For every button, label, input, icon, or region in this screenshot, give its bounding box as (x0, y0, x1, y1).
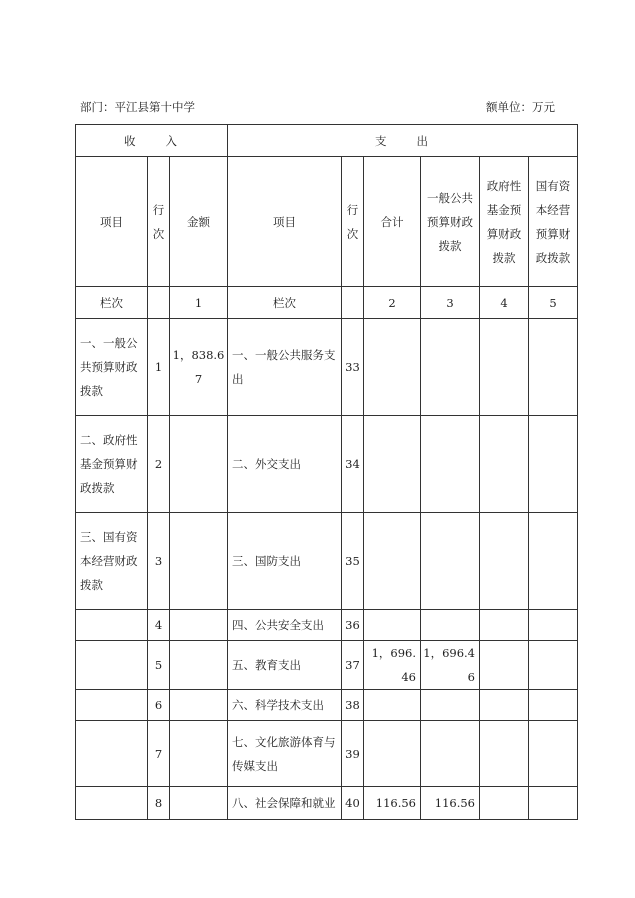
expense-item: 八、社会保障和就业 (228, 787, 342, 820)
col-num-fund: 4 (480, 287, 529, 319)
total (364, 721, 421, 787)
total (364, 416, 421, 513)
fund (480, 721, 529, 787)
expense-item: 七、文化旅游体育与传媒支出 (228, 721, 342, 787)
amount (170, 513, 228, 610)
section-header-row (76, 125, 578, 157)
fund (480, 513, 529, 610)
income-item (76, 641, 148, 690)
col-total: 合计 (364, 157, 421, 287)
general (421, 610, 480, 641)
fund (480, 416, 529, 513)
col-num-expense-label: 栏次 (228, 287, 342, 319)
table-row (76, 513, 578, 610)
col-num-amount: 1 (170, 287, 228, 319)
capital (529, 610, 578, 641)
income-section-header: 收 入 (76, 125, 228, 157)
table-row (76, 610, 578, 641)
amount: 1，838.67 (170, 319, 228, 416)
col-income-item: 项目 (76, 157, 148, 287)
amount (170, 690, 228, 721)
capital (529, 690, 578, 721)
table-row (76, 641, 578, 690)
department-label: 部门：平江县第十中学 (80, 100, 195, 114)
fund (480, 787, 529, 820)
general (421, 416, 480, 513)
capital (529, 787, 578, 820)
capital (529, 416, 578, 513)
income-item (76, 721, 148, 787)
col-state-capital: 国有资本经营预算财政拨款 (529, 157, 578, 287)
income-item (76, 690, 148, 721)
amount (170, 416, 228, 513)
expense-item: 一、一般公共服务支出 (228, 319, 342, 416)
income-item: 一、一般公共预算财政拨款 (76, 319, 148, 416)
income-line: 7 (148, 721, 170, 787)
total: 116.56 (364, 787, 421, 820)
income-line: 4 (148, 610, 170, 641)
total: 1，696.46 (364, 641, 421, 690)
col-general-budget: 一般公共预算财政拨款 (421, 157, 480, 287)
col-num-income-label: 栏次 (76, 287, 148, 319)
col-amount: 金额 (170, 157, 228, 287)
table-row (76, 787, 578, 820)
expense-line: 37 (342, 641, 364, 690)
expense-line: 38 (342, 690, 364, 721)
income-line: 8 (148, 787, 170, 820)
income-item (76, 610, 148, 641)
income-item: 二、政府性基金预算财政拨款 (76, 416, 148, 513)
total (364, 513, 421, 610)
col-num-general: 3 (421, 287, 480, 319)
column-number-row (76, 287, 578, 319)
col-expense-line: 行次 (342, 157, 364, 287)
general (421, 319, 480, 416)
expense-line: 33 (342, 319, 364, 416)
col-num-blank (148, 287, 170, 319)
general (421, 721, 480, 787)
expense-line: 40 (342, 787, 364, 820)
income-line: 3 (148, 513, 170, 610)
expense-line: 36 (342, 610, 364, 641)
expense-item: 三、国防支出 (228, 513, 342, 610)
general (421, 513, 480, 610)
budget-table (75, 124, 578, 820)
expense-line: 35 (342, 513, 364, 610)
total (364, 610, 421, 641)
capital (529, 513, 578, 610)
fund (480, 690, 529, 721)
capital (529, 721, 578, 787)
table-row (76, 416, 578, 513)
income-line: 6 (148, 690, 170, 721)
expense-item: 二、外交支出 (228, 416, 342, 513)
col-num-blank (342, 287, 364, 319)
income-line: 2 (148, 416, 170, 513)
col-fund-budget: 政府性基金预算财政拨款 (480, 157, 529, 287)
fund (480, 319, 529, 416)
col-expense-item: 项目 (228, 157, 342, 287)
general: 1，696.46 (421, 641, 480, 690)
amount (170, 721, 228, 787)
expense-item: 四、公共安全支出 (228, 610, 342, 641)
col-num-capital: 5 (529, 287, 578, 319)
income-item (76, 787, 148, 820)
table-row (76, 721, 578, 787)
total (364, 690, 421, 721)
table-row (76, 690, 578, 721)
column-header-row (76, 157, 578, 287)
expense-item: 五、教育支出 (228, 641, 342, 690)
expense-item: 六、科学技术支出 (228, 690, 342, 721)
amount (170, 641, 228, 690)
fund (480, 641, 529, 690)
col-income-line: 行次 (148, 157, 170, 287)
expense-line: 39 (342, 721, 364, 787)
general: 116.56 (421, 787, 480, 820)
expense-line: 34 (342, 416, 364, 513)
income-line: 1 (148, 319, 170, 416)
amount (170, 787, 228, 820)
expense-section-header: 支 出 (228, 125, 578, 157)
income-item: 三、国有资本经营财政拨款 (76, 513, 148, 610)
income-line: 5 (148, 641, 170, 690)
fund (480, 610, 529, 641)
capital (529, 319, 578, 416)
col-num-total: 2 (364, 287, 421, 319)
capital (529, 641, 578, 690)
table-row (76, 319, 578, 416)
amount (170, 610, 228, 641)
total (364, 319, 421, 416)
unit-label: 额单位：万元 (486, 100, 555, 114)
general (421, 690, 480, 721)
